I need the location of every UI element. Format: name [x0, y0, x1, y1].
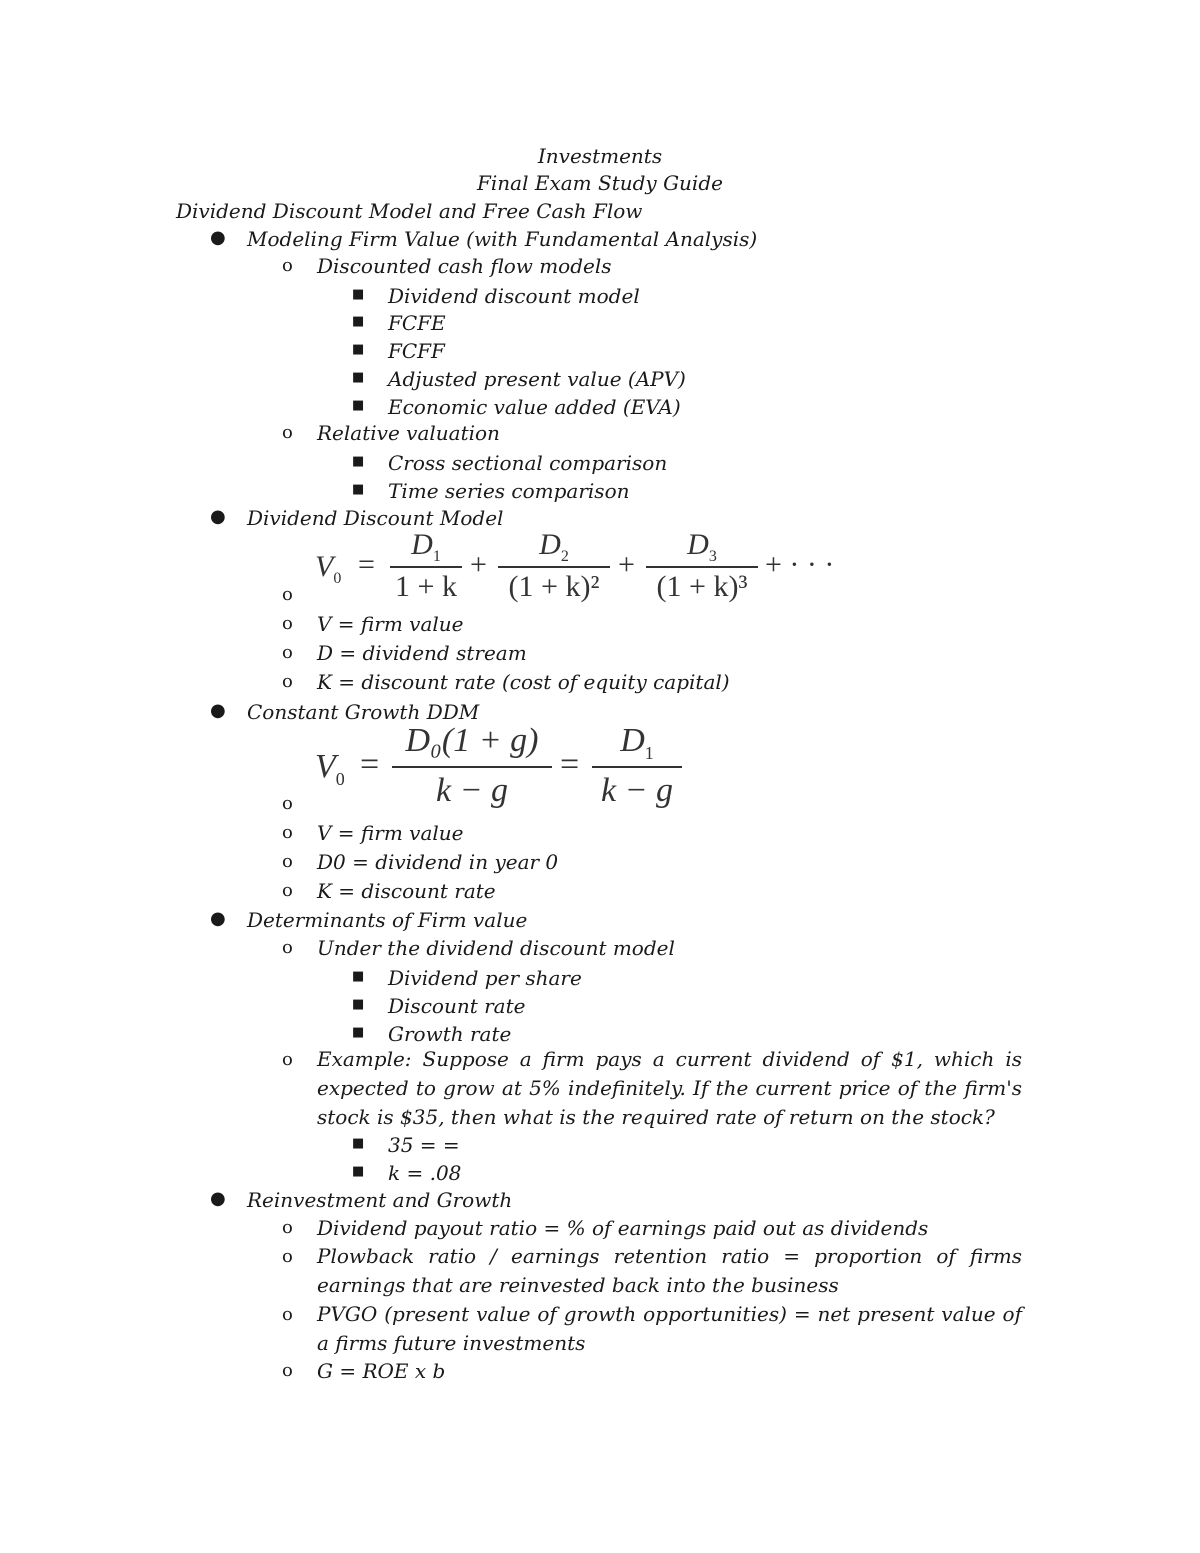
bullet-square: ■ — [352, 997, 365, 1012]
bullet-square: ■ — [352, 1164, 365, 1179]
heading-modeling: Modeling Firm Value (with Fundamental Analysis) — [247, 227, 758, 251]
bullet-square: ■ — [352, 314, 365, 329]
bullet-circle: o — [282, 822, 293, 843]
bullet-circle: o — [282, 1246, 293, 1267]
bullet-circle: o — [282, 671, 293, 692]
cgddm-formula: $V_0$ = D₀(1 + g) k − g = $D_1$ k − g — [310, 722, 690, 818]
bullet-square: ■ — [352, 370, 365, 385]
heading-reinvestment: Reinvestment and Growth — [247, 1188, 513, 1212]
bullet-disc: ● — [210, 908, 226, 929]
pvgo-definition: PVGO (present value of growth opportunities) = net present value of a firms future investments — [317, 1302, 1022, 1355]
bullet-circle: o — [282, 613, 293, 634]
heading-determinants: Determinants of Firm value — [247, 908, 528, 932]
bullet-circle: o — [282, 422, 293, 443]
payout-ratio: Dividend payout ratio = % of earnings paid out as dividends — [317, 1216, 929, 1240]
bullet-circle: o — [282, 1304, 293, 1325]
dcf-label: Discounted cash flow models — [317, 254, 612, 278]
definition: K = discount rate — [317, 879, 496, 903]
document-subtitle: Final Exam Study Guide — [477, 171, 723, 195]
list-item: Dividend per share — [388, 966, 582, 990]
bullet-circle: o — [282, 851, 293, 872]
bullet-square: ■ — [352, 969, 365, 984]
plowback-ratio: Plowback ratio / earnings retention ratio = proportion of firms earnings that are reinvested back into the business — [317, 1244, 1022, 1297]
bullet-square: ■ — [352, 287, 365, 302]
bullet-disc: ● — [210, 506, 226, 527]
list-item: FCFF — [388, 339, 445, 363]
bullet-circle: o — [282, 255, 293, 276]
definition: K = discount rate (cost of equity capital) — [317, 670, 730, 694]
bullet-circle: o — [282, 937, 293, 958]
bullet-square: ■ — [352, 1025, 365, 1040]
bullet-circle: o — [282, 880, 293, 901]
bullet-square: ■ — [352, 1136, 365, 1151]
list-item: Economic value added (EVA) — [388, 395, 681, 419]
growth-formula: G = ROE x b — [317, 1359, 446, 1383]
list-item: Dividend discount model — [388, 284, 640, 308]
bullet-disc: ● — [210, 1188, 226, 1209]
bullet-square: ■ — [352, 482, 365, 497]
bullet-circle: o — [282, 1217, 293, 1238]
relative-label: Relative valuation — [317, 421, 500, 445]
list-item: Time series comparison — [388, 479, 630, 503]
bullet-disc: ● — [210, 700, 226, 721]
answer-line: k = .08 — [388, 1161, 462, 1185]
bullet-circle: o — [282, 642, 293, 663]
bullet-circle: o — [282, 1360, 293, 1381]
list-item: Adjusted present value (APV) — [388, 367, 686, 391]
heading-cgddm: Constant Growth DDM — [247, 700, 480, 724]
heading-ddm: Dividend Discount Model — [247, 506, 504, 530]
answer-line: 35 = = — [388, 1133, 460, 1157]
definition: D0 = dividend in year 0 — [317, 850, 559, 874]
definition: D = dividend stream — [317, 641, 527, 665]
list-item: FCFE — [388, 311, 446, 335]
bullet-square: ■ — [352, 454, 365, 469]
list-item: Growth rate — [388, 1022, 512, 1046]
list-item: Cross sectional comparison — [388, 451, 668, 475]
definition: V = firm value — [317, 821, 464, 845]
section-heading: Dividend Discount Model and Free Cash Flow — [176, 199, 643, 223]
bullet-circle: o — [282, 584, 293, 605]
definition: V = firm value — [317, 612, 464, 636]
ddm-formula: $V_0$ = $D_1$ 1 + k + $D_2$ (1 + k)² + $D_3$ (1 + k)³ + · · · — [315, 528, 835, 603]
bullet-circle: o — [282, 793, 293, 814]
bullet-square: ■ — [352, 398, 365, 413]
bullet-disc: ● — [210, 227, 226, 248]
document-title: Investments — [537, 144, 663, 168]
bullet-square: ■ — [352, 342, 365, 357]
bullet-circle: o — [282, 1049, 293, 1070]
example-paragraph: Example: Suppose a firm pays a current dividend of $1, which is expected to grow at 5% indefinitely. If the current price of the firm's stock is $35, then what is the required rate of return on the stock? — [317, 1047, 1022, 1129]
determinants-under: Under the dividend discount model — [317, 936, 675, 960]
list-item: Discount rate — [388, 994, 526, 1018]
